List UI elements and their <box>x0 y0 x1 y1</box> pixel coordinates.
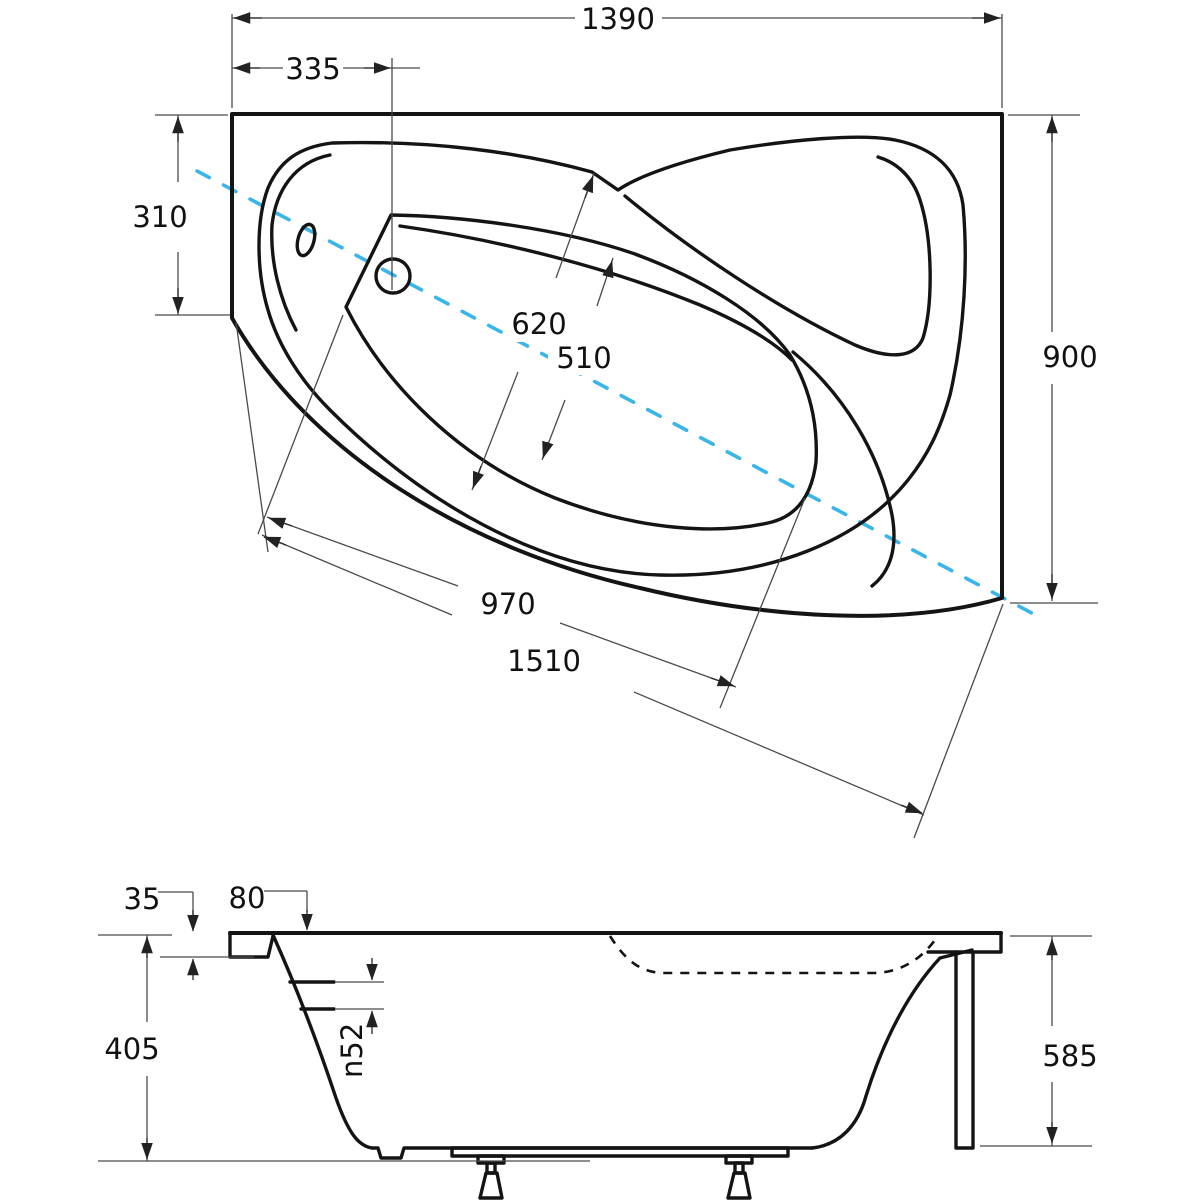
dim-right-side-depth <box>1008 115 1098 603</box>
dim-rim-inner-width-label: 620 <box>511 307 567 341</box>
backrest-slope-edge <box>400 226 792 360</box>
side-adjustable-foot-left <box>478 1156 504 1198</box>
dim-overall-height <box>980 936 1098 1146</box>
headrest-pad-contour <box>625 157 930 355</box>
diagonal-axis-line <box>197 171 1045 620</box>
side-adjustable-foot-right <box>726 1156 752 1198</box>
side-hidden-seat-edge <box>610 936 937 973</box>
dim-basin-inner-width <box>542 258 620 460</box>
dim-diagonal-length <box>236 322 1003 838</box>
bathtub-top-view <box>132 2 1098 838</box>
dim-rim-lip-height-label: 35 <box>123 882 161 916</box>
dim-overall-height-label: 585 <box>1042 1039 1098 1073</box>
dim-basin-inner-width-label: 510 <box>556 341 612 375</box>
dim-drain-offset-label: 335 <box>285 52 341 86</box>
dim-hole-spacing-label: n52 <box>335 1022 369 1078</box>
side-right-wall-slope <box>812 950 972 1148</box>
dim-hole-spacing <box>335 958 384 1078</box>
dim-front-edge-length-label: 970 <box>480 587 536 621</box>
dim-right-side-depth-label: 900 <box>1042 340 1098 374</box>
dim-left-side-depth <box>132 115 230 315</box>
dim-rim-inner-width <box>472 173 594 490</box>
side-left-lip <box>230 933 273 957</box>
side-support-leg <box>956 952 973 1148</box>
side-rim-underside <box>928 933 1001 952</box>
bathtub-side-view <box>98 881 1098 1198</box>
dim-left-side-depth-label: 310 <box>132 200 188 234</box>
dim-overall-width <box>232 2 1002 108</box>
dim-interior-depth-label: 405 <box>104 1032 160 1066</box>
dim-rim-overhang <box>229 881 307 930</box>
dim-overall-width-label: 1390 <box>581 2 655 36</box>
dim-rim-overhang-label: 80 <box>228 881 266 915</box>
faucet-deck-edge <box>272 155 330 330</box>
dim-diagonal-length-label: 1510 <box>507 644 581 678</box>
